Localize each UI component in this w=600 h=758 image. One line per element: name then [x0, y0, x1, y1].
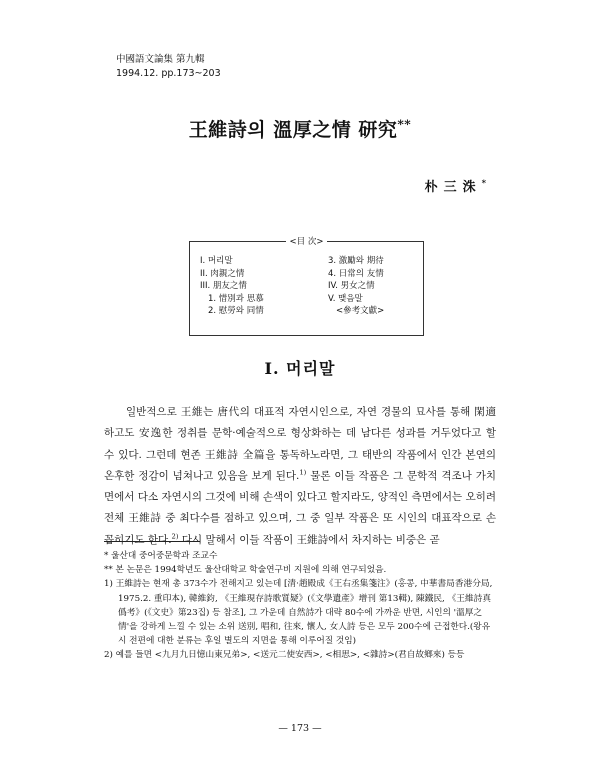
toc-item: 4. 日常의 友情	[328, 268, 384, 279]
toc-item: 3. 激勵와 期待	[328, 256, 384, 266]
footnote-ref-2: 2)	[171, 532, 179, 541]
author-name-text: 朴三洙	[424, 180, 482, 195]
footnote-funding: ** 본 논문은 1994학년도 울산대학교 학술연구비 지원에 의해 연구되었음.	[104, 565, 387, 576]
toc-item: 2. 慰勞와 同情	[208, 306, 264, 317]
journal-header	[116, 53, 221, 81]
toc-heading	[190, 235, 423, 247]
toc-right-column	[328, 255, 384, 318]
toc-item: I. 머리말	[200, 256, 233, 266]
body-text-part: 일반적으로 王維는 唐代의 대표적 자연시인으로, 자연 경물의 묘사를 통해 閑適하고도 安逸한 정취를 문학·예술적으로 형상화하는 데 남다른 성과를 거두었다고 할 수 있다. 그런데 현존 王維詩 全篇을 통독하노라면, 그 태반의 작품에서 인간 본연의 온후한 정감이 넘쳐나고 있음을 보게 된다.	[104, 406, 496, 482]
footnote-ref-1: 1)	[299, 468, 307, 477]
body-text-part: 다시 말해서 이들 작품이 王維詩에서 차지하는 비중은 곧	[178, 533, 440, 546]
footnotes	[104, 549, 496, 663]
footnote-divider	[104, 541, 200, 542]
toc-item: IV. 男女之情	[328, 281, 375, 292]
body-paragraph	[104, 402, 496, 551]
title-footnote-mark: **	[397, 116, 412, 132]
body-text	[104, 402, 496, 551]
toc-item: V. 맺음말	[328, 293, 363, 304]
footnote-1: 1) 王維詩는 현재 총 373수가 전해지고 있는데 [清·趙殿成《王右丞集箋注》(홍콩, 中華書局香港分局, 1975.2. 重印本), 韓維鈞, 《王維現存詩歌質疑》(《文學遺產》增刊 第13輯), 陳鐵民, 《王維詩真僞考》(《文史》第23집) 등 참조], 그 가운데 自然詩가 대략 80수에 가까운 반면, 시인의 '溫厚之情'을 강하게 느낄 수 있는 소위 送別, 唱和, 往來, 懷人, 女人詩 등은 모두 200수에 근접한다.(왕유시 전편에 대한 분류는 후일 별도의 지면을 통해 이루어질 것임)	[104, 579, 493, 647]
author-name	[425, 176, 492, 195]
page-number: — 173 —	[278, 723, 322, 734]
toc-item: <參考文獻>	[336, 306, 385, 317]
journal-citation: 1994.12. pp.173~203	[116, 68, 221, 79]
toc-item: III. 朋友之情	[200, 281, 247, 292]
body-text-part: 물론 이들 작품은 그 문학적 격조나 가치면에서 다소 자연시의 그것에 비해 손색이 있다고 할지라도, 양적인 측면에서는 오히려 전체 王維詩 중 최다수를 점하고 있으며, 그 중 일부 작품은 또 시인의 대표작으로 손꼽히기도 한다.	[104, 469, 496, 546]
journal-name: 中國語文論集 第九輯	[116, 54, 205, 65]
footnote-affiliation: * 울산대 중어중문학과 조교수	[104, 551, 218, 561]
toc-item: 1. 惜別과 思慕	[208, 293, 264, 304]
paper-title	[0, 115, 600, 142]
paper-title-text: 王維詩의 溫厚之情 研究	[188, 119, 398, 141]
footnote-2: 2) 예를 들면 <九月九日憶山東兄弟>, <送元二使安西>, <相思>, <雜詩>(君自故鄉來) 등등	[104, 650, 465, 661]
author-footnote-mark: *	[481, 177, 492, 188]
section-heading: I. 머리말	[264, 359, 336, 378]
toc-left-column	[200, 255, 264, 318]
table-of-contents	[189, 237, 424, 336]
toc-item: II. 肉親之情	[200, 268, 245, 279]
toc-heading-text: <目 次>	[286, 237, 328, 247]
